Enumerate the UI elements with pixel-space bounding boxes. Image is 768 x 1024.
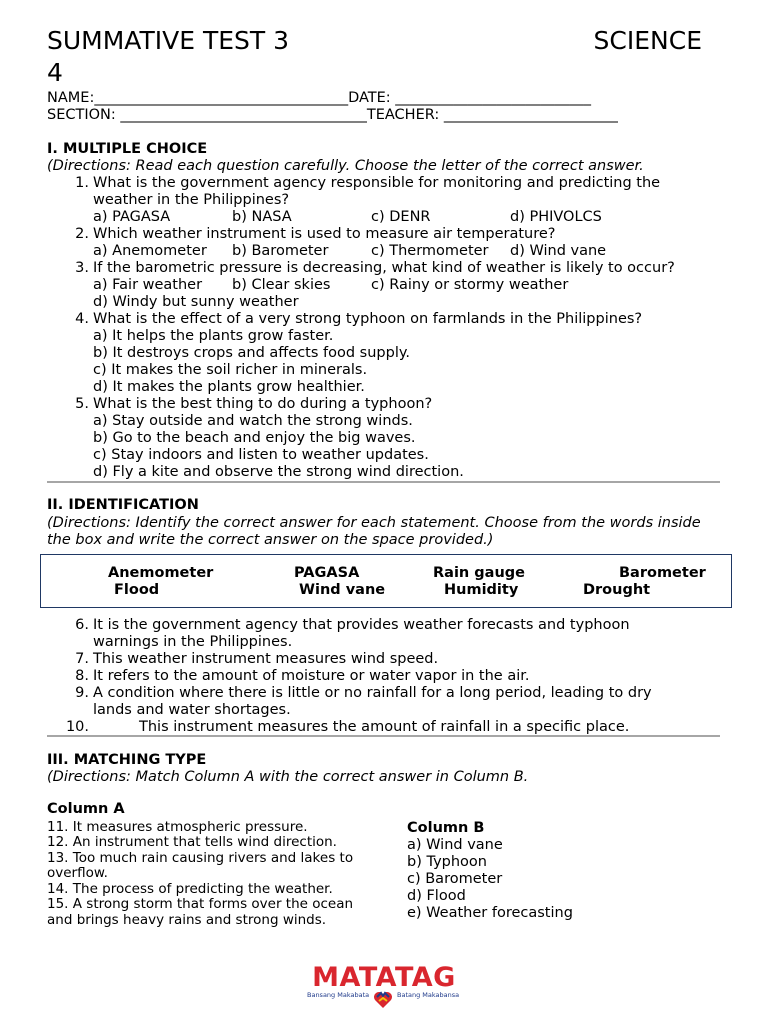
word-bank-box (40, 554, 732, 608)
column-a-item: 13. Too much rain causing rivers and lakes to overflow. (47, 849, 354, 881)
logo-tagline-left: Bansang Makabata (307, 991, 370, 999)
subject-title: SCIENCE (593, 26, 702, 55)
question-1-options: a) PAGASA b) NASA c) DENR d) PHIVOLCS (93, 209, 602, 225)
item-8: 8. It refers to the amount of moisture or water vapor in the air. (75, 668, 530, 684)
item-6: 6. It is the government agency that provides weather forecasts and typhoon (75, 617, 630, 633)
heart-hands-icon (372, 988, 394, 1010)
column-b-item: d) Flood (407, 888, 466, 904)
word-bank-item: PAGASA (294, 565, 360, 581)
column-b (407, 820, 573, 922)
column-b-item: e) Weather forecasting (407, 905, 573, 921)
word-bank-item: Barometer (619, 565, 706, 581)
word-bank-item: Wind vane (299, 582, 386, 598)
column-a-title: Column A (47, 801, 125, 817)
logo-tagline-right: Batang Makabansa (397, 991, 460, 999)
column-a-item: 11. It measures atmospheric pressure. (47, 818, 308, 835)
part1-heading: I. MULTIPLE CHOICE (47, 141, 208, 157)
word-bank-item: Anemometer (108, 565, 214, 581)
word-bank-item: Humidity (444, 582, 519, 598)
column-b-item: b) Typhoon (407, 854, 487, 870)
question-3: 3. If the barometric pressure is decreasing, what kind of weather is likely to occur? (75, 260, 675, 276)
multiple-choice-list: 1. What is the government agency responsible for monitoring and predicting the weather in the Philippines? a) PAGASA b) NASA c) DENR d) PHIVOLCS 2. Which weather instrument is used to measure air temperature? a) Anemometer b) Barometer c) Thermometer d) Wind vane 3. If the barometric pressure is decreasing, what kind of weather is likely to occur? a) Fair weather b) Clear skies c) Rainy or stormy weather d) Windy but sunny weather 4. What is the effect of a very strong typhoon on farmlands in the Philippines? a) It helps the plants grow faster. b) It destroys crops and affects food supply. c) It makes the soil richer in minerals. d) It makes the plants grow healthier. 5. What is the best thing to do during a typhoon? a) Stay outside and watch the strong winds. b) Go to the beach and enjoy the big waves. c) Stay indoors and listen to weather updates. d) Fly a kite and observe the strong wind direction. (47, 175, 727, 481)
identification-list: 6. It is the government agency that provides weather forecasts and typhoon warnings in the Philippines. 7. This weather instrument measures wind speed. 8. It refers to the amount of moisture or water vapor in the air. 9. A condition where there is little or no rainfall for a long period, leading to dry lands and water shortages. 10. This instrument measures the amount of rainfall in a specific place. (47, 617, 727, 736)
question-5: 5. What is the best thing to do during a typhoon? (75, 396, 433, 412)
part1-directions: (Directions: Read each question carefully. Choose the letter of the correct answer. (47, 158, 644, 174)
name-date-line: NAME:___________________________________DATE: ___________________________ (47, 90, 592, 106)
column-b-item: a) Wind vane (407, 837, 503, 853)
title-row (47, 26, 702, 62)
part3-heading: III. MATCHING TYPE (47, 752, 207, 768)
part3-directions: (Directions: Match Column A with the correct answer in Column B. (47, 769, 529, 785)
column-b-title: Column B (407, 820, 485, 836)
grade-number: 4 (47, 58, 63, 87)
question-4: 4. What is the effect of a very strong typhoon on farmlands in the Philippines? (75, 311, 643, 327)
item-7: 7. This weather instrument measures wind speed. (75, 651, 439, 667)
column-a-item: 12. An instrument that tells wind direction. (47, 834, 337, 850)
section-divider (47, 735, 720, 737)
question-2-options: a) Anemometer b) Barometer c) Thermometer d) Wind vane (93, 243, 607, 259)
question-2: 2. Which weather instrument is used to measure air temperature? (75, 226, 556, 242)
section-divider (47, 481, 720, 483)
column-b-item: c) Barometer (407, 871, 503, 887)
question-1: 1. What is the government agency responsible for monitoring and predicting the (75, 175, 661, 191)
word-bank-item: Drought (583, 582, 651, 598)
question-3-options: a) Fair weather b) Clear skies c) Rainy or stormy weather (93, 277, 569, 293)
word-bank-item: Rain gauge (433, 565, 525, 581)
word-bank-item: Flood (114, 582, 160, 598)
section-teacher-line: SECTION: __________________________________TEACHER: ________________________ (47, 107, 618, 123)
column-a-item: 15. A strong storm that forms over the ocean and brings heavy rains and strong winds. (47, 896, 354, 928)
item-10: 10. This instrument measures the amount of rainfall in a specific place. (65, 719, 630, 735)
part2-directions: (Directions: Identify the correct answer for each statement. Choose from the words inside the box and write the correct answer on the space provided.) (47, 515, 701, 548)
part2-heading: II. IDENTIFICATION (47, 497, 199, 513)
item-9: 9. A condition where there is little or no rainfall for a long period, leading to dry (75, 685, 652, 701)
matatag-logo (306, 962, 466, 1012)
logo-wordmark: MATATAG (312, 962, 456, 993)
column-a (47, 802, 367, 928)
column-a-item: 14. The process of predicting the weather. (47, 880, 333, 897)
test-title: SUMMATIVE TEST 3 (47, 26, 290, 55)
